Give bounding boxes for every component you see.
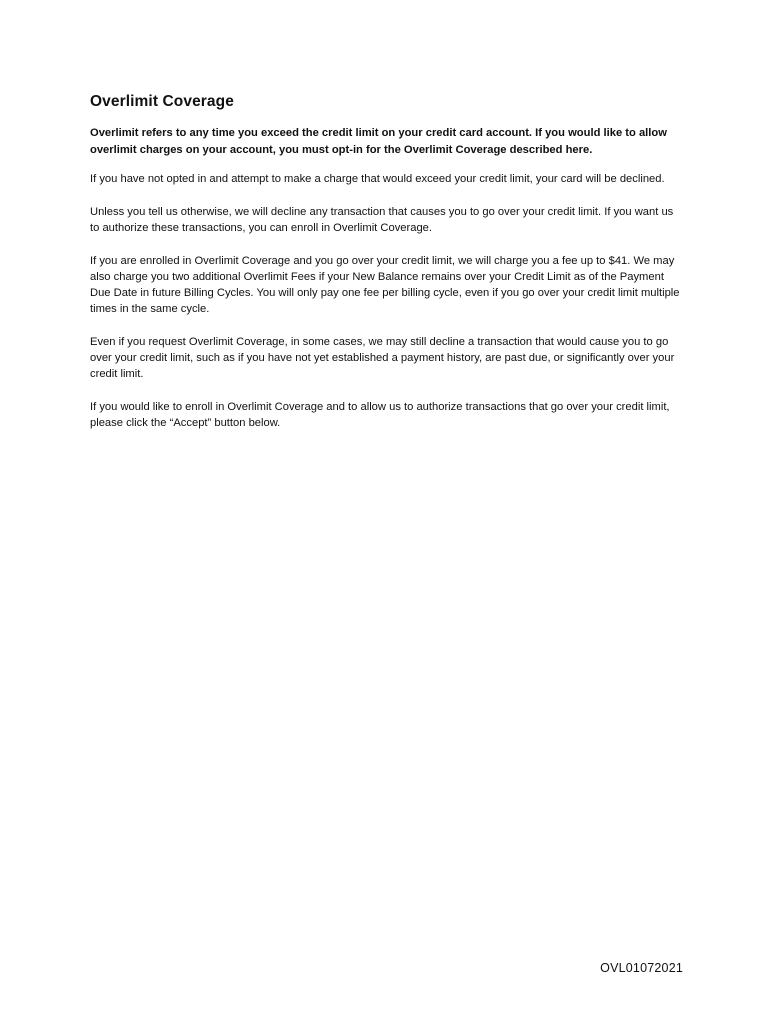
document-code: OVL01072021 <box>600 961 683 975</box>
paragraph-enroll-instructions: If you would like to enroll in Overlimit Coverage and to allow us to authorize transactions that go over your credit limit, please click the “Accept” button below. <box>90 401 670 429</box>
document-content <box>90 93 682 448</box>
paragraph-decline-default: Unless you tell us otherwise, we will decline any transaction that causes you to go over your credit limit. If you want us to authorize these transactions, you can enroll in Overlimit Coverage. <box>90 206 674 234</box>
page-title: Overlimit Coverage <box>90 93 234 110</box>
paragraph-may-decline: Even if you request Overlimit Coverage, in some cases, we may still decline a transaction that would cause you to go over your credit limit, such as if you have not yet established a payment history, are past due, or significantly over your credit limit. <box>90 336 675 380</box>
intro-paragraph: Overlimit refers to any time you exceed the credit limit on your credit card account. If you would like to allow overlimit charges on your account, you must opt-in for the Overlimit Coverage described here. <box>90 127 667 156</box>
paragraph-fee-details: If you are enrolled in Overlimit Coverage and you go over your credit limit, we will charge you a fee up to $41. We may also charge you two additional Overlimit Fees if your New Balance remains over your Credit Limit as of the Payment Due Date in future Billing Cycles. You will only pay one fee per billing cycle, even if you go over your credit limit multiple times in the same cycle. <box>90 255 680 315</box>
paragraph-not-opted-in: If you have not opted in and attempt to make a charge that would exceed your credit limit, your card will be declined. <box>90 173 665 185</box>
